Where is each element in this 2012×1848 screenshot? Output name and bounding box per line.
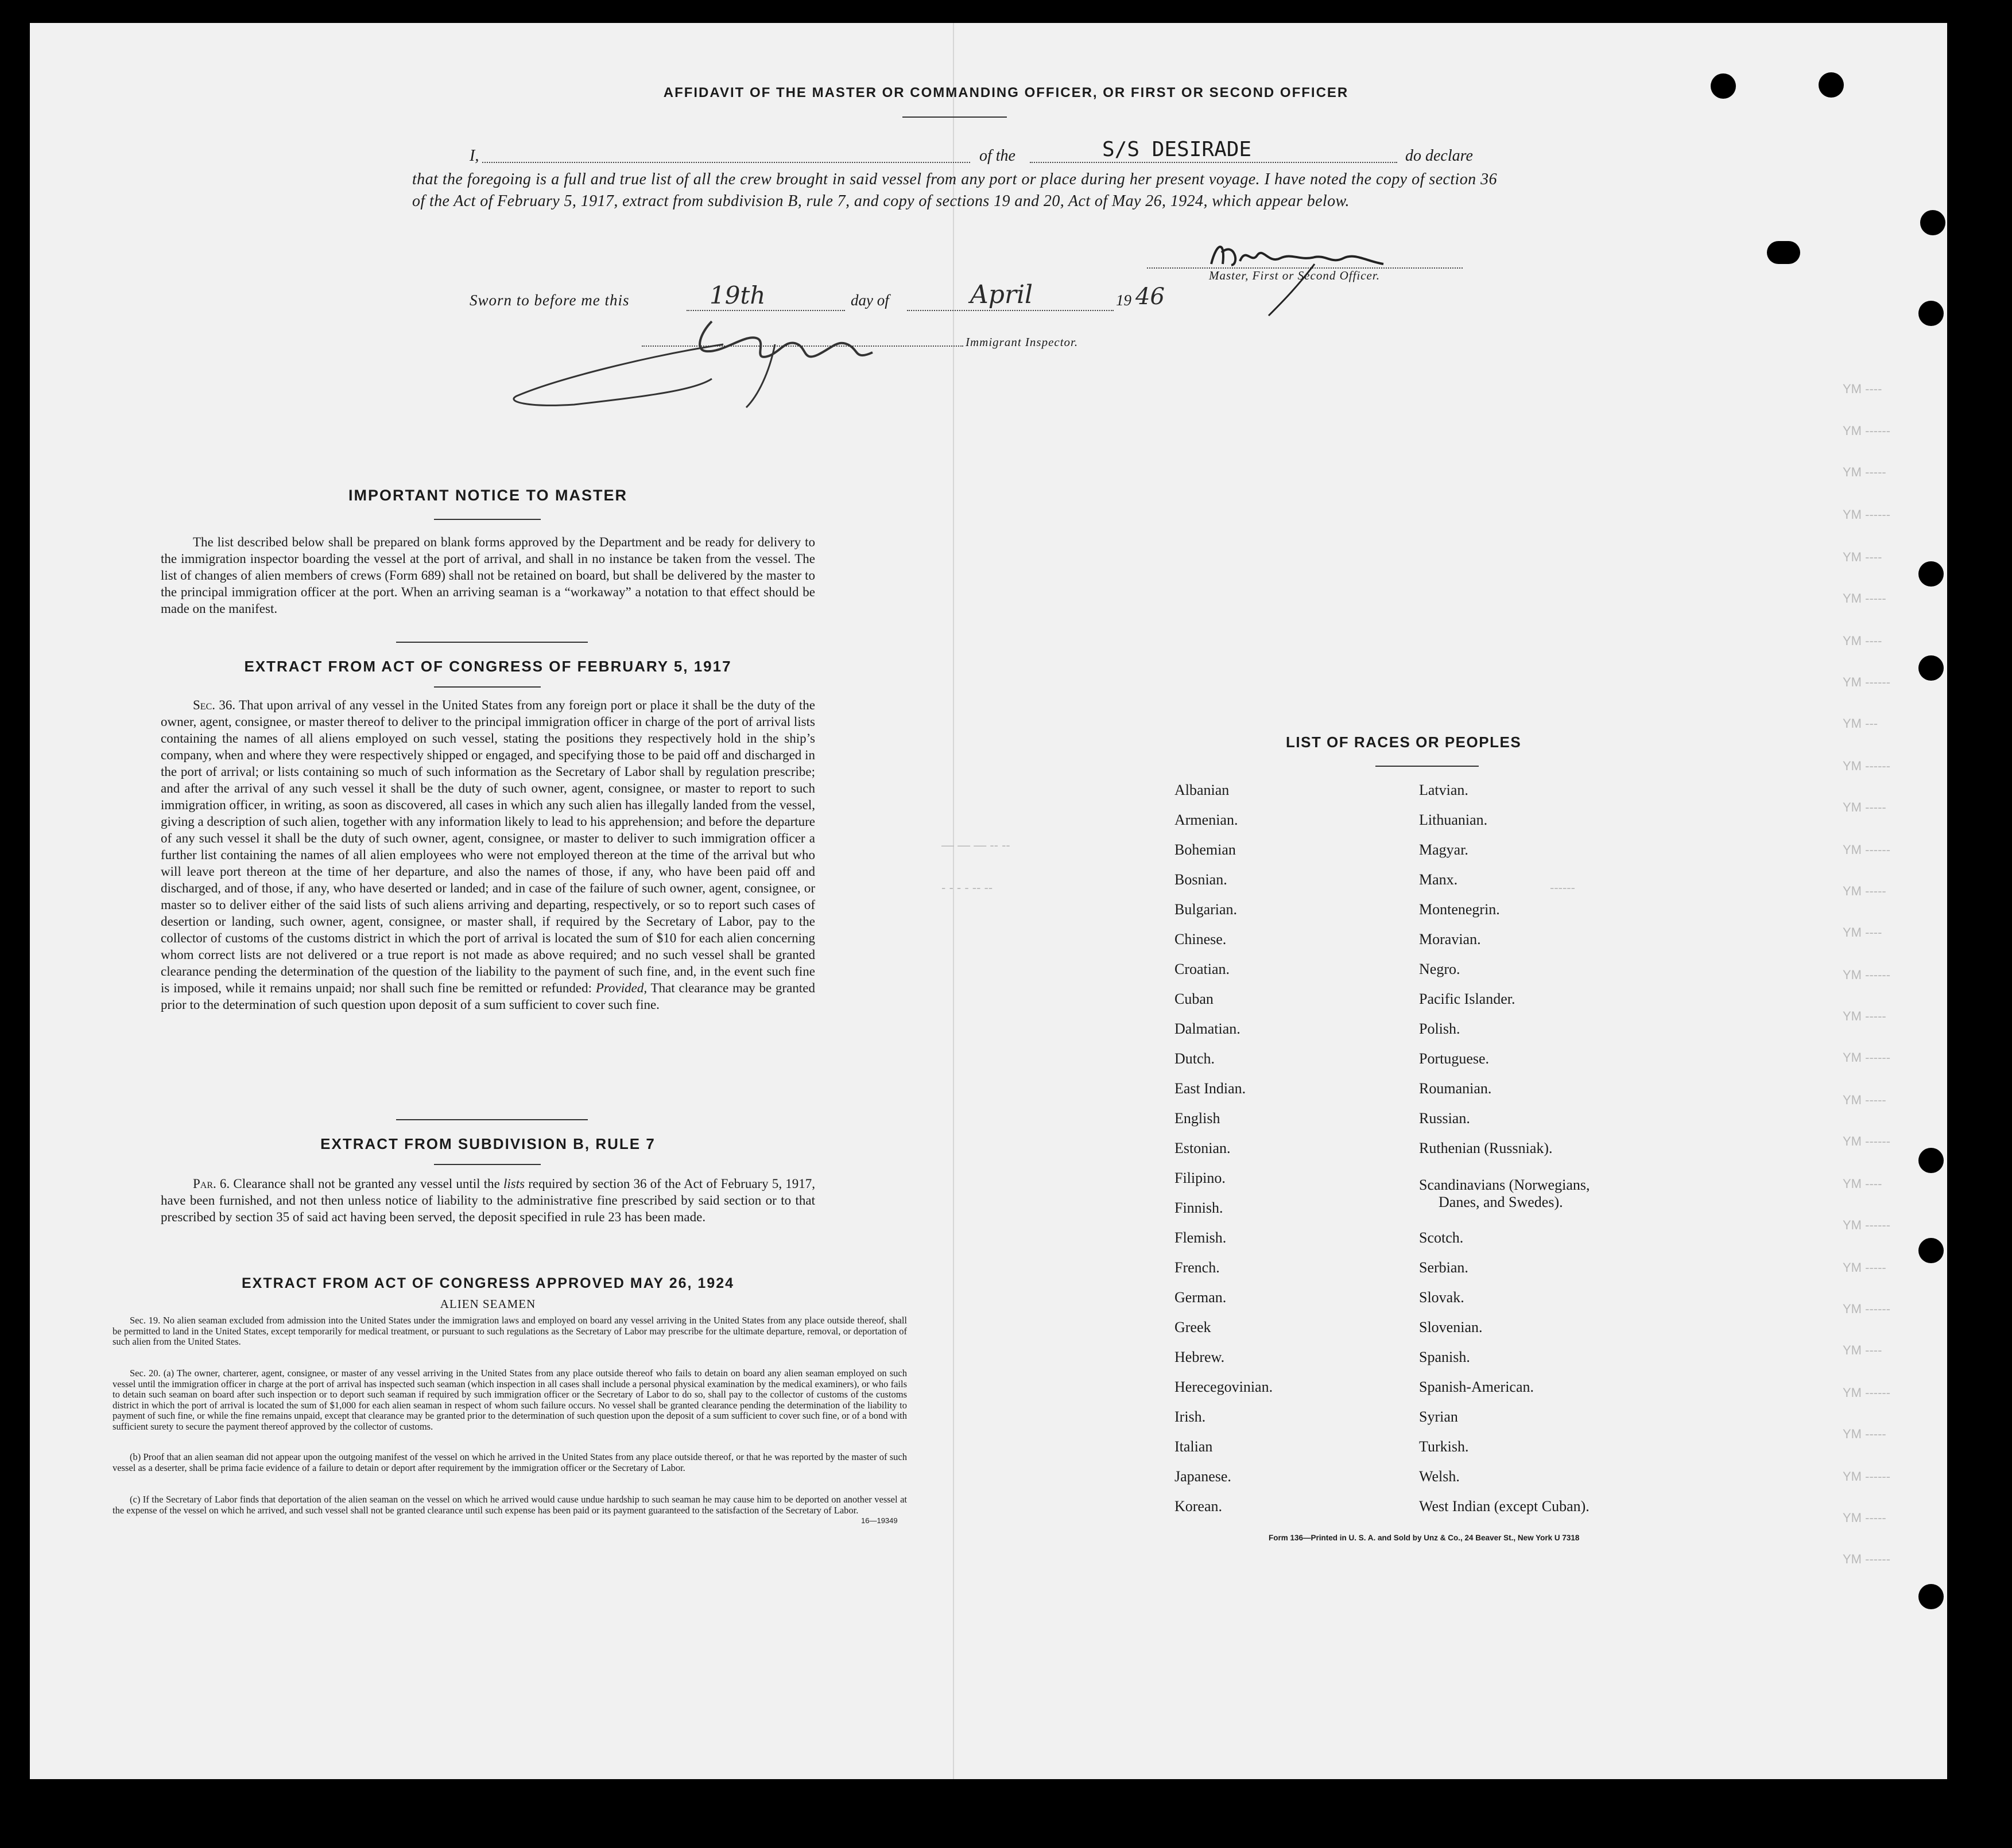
- year-prefix: 19: [1116, 292, 1131, 309]
- affidavit-of-the: of the: [979, 147, 1015, 165]
- race-item: Albanian: [1174, 782, 1230, 798]
- notice-heading: IMPORTANT NOTICE TO MASTER: [348, 487, 627, 504]
- affidavit-declare: do declare: [1405, 147, 1473, 165]
- race-item: Dutch.: [1174, 1050, 1215, 1067]
- extract-1917-heading: EXTRACT FROM ACT OF CONGRESS OF FEBRUARY 5, 1917: [244, 658, 732, 675]
- race-item: Lithuanian.: [1419, 812, 1488, 828]
- race-item: Japanese.: [1174, 1468, 1231, 1485]
- race-item: Montenegrin.: [1419, 901, 1500, 918]
- race-item: Korean.: [1174, 1498, 1223, 1515]
- sworn-month: April: [970, 280, 1033, 309]
- divider: [396, 642, 588, 643]
- sec36-text: That upon arrival of any vessel in the United States from any foreign port or place it shall be the duty of the owner, agent, consignee, or master thereof to deliver to the principal immigration officer in charge of the port of arrival lists containing the names of all aliens employed on such vessel, stating the positions they respectively hold in the ship’s company, when and where they were respectively shipped or engaged, and specifying those to be paid off and discharged in the port of arrival; or lists containing so much of such information as the Secretary of Labor shall by regulation prescribe; and after the arrival of any such vessel it shall be the duty of such owner, agent, consignee, or master to report to such immigration officer, in writing, as soon as discovered, all cases in which any such alien has illegally landed from the vessel, giving a description of such alien, together with any information likely to lead to his apprehension; and before the departure of any such vessel it shall be the duty of such owner, agent, consignee, or master to deliver to such immigration officer a further list containing the names of all alien employees who were not employed thereon at the time of the arrival but who will leave port thereon at the time of her departure, and also the names of those, if any, who have been paid off and discharged, and of those, if any, who have deserted or landed; and in case of the failure of such owner, agent, consignee, or master so to deliver either of the said lists of such aliens arriving and departing, respectively, or so to report such cases of desertion or landing, such owner, agent, consignee, or master shall, if required by the Secretary of Labor, pay to the collector of customs of the customs district in which the port of arrival is located the sum of $10 for each alien concerning whom correct lists are not delivered or a true report is not made as above required; and no such vessel shall be granted clearance pending the determination of the question of the liability to the payment of such fine, and, in the event such fine is imposed, while it remains unpaid; nor shall such fine be remitted or refunded:: [161, 698, 815, 995]
- race-item: Russian.: [1419, 1110, 1470, 1127]
- punch-hole: [1918, 561, 1944, 587]
- rule7-heading: EXTRACT FROM SUBDIVISION B, RULE 7: [320, 1135, 656, 1152]
- divider: [434, 1164, 541, 1165]
- race-item: Flemish.: [1174, 1229, 1227, 1246]
- race-item: Negro.: [1419, 961, 1460, 977]
- punch-hole: [1918, 1238, 1944, 1263]
- race-item: Filipino.: [1174, 1170, 1226, 1186]
- sec36-text-end: That clearance may be granted prior to the determination of such question upon deposit of a sum sufficient to cover such fine.: [161, 981, 815, 1012]
- race-item: Serbian.: [1419, 1259, 1468, 1276]
- race-item: Croatian.: [1174, 961, 1230, 977]
- lists-word: lists: [503, 1177, 525, 1191]
- divider: [1375, 766, 1479, 767]
- notice-body: The list described below shall be prepared on blank forms approved by the Department and be ready for delivery to the immigration inspector boarding the vessel at the port of arrival, and shall in no instance be taken from the vessel. The list of changes of alien members of crews (Form 689) shall not be retained on board, but shall be delivered by the master to the principal immigration officer at the port. When an arriving seaman is a “workaway” a notation to that effect should be made on the manifest.: [161, 535, 815, 616]
- race-item: East Indian.: [1174, 1080, 1246, 1097]
- punch-hole: [1918, 1584, 1944, 1609]
- master-name-blank: [482, 162, 970, 163]
- race-item: French.: [1174, 1259, 1220, 1276]
- race-item: Pacific Islander.: [1419, 991, 1515, 1007]
- year-suffix: 46: [1135, 284, 1165, 310]
- race-item: Turkish.: [1419, 1438, 1469, 1455]
- punch-hole: [1918, 655, 1944, 681]
- race-item: Bohemian: [1174, 841, 1236, 858]
- punch-hole: [1920, 210, 1945, 235]
- par6-text: Clearance shall not be granted any vessel until the: [233, 1177, 500, 1191]
- page-fold: [953, 23, 954, 1779]
- sec20c-text: (c) If the Secretary of Labor finds that deportation of the alien seaman on the vessel on which he arrived would cause undue hardship to such seaman he may cause him to be deported on another vessel at the expense of the vessel on which he arrived, and such vessel shall not be granted clearance until such expense has been paid or its payment guaranteed to the satisfaction of the Secretary of Labor.: [113, 1494, 907, 1516]
- race-item: Manx.: [1419, 871, 1458, 888]
- race-item: Greek: [1174, 1319, 1211, 1335]
- alien-seamen-subheading: ALIEN SEAMEN: [440, 1297, 536, 1311]
- affidavit-body: that the foregoing is a full and true list of all the crew brought in said vessel from any port or place during her present voyage. I have noted the copy of section 36 of the Act of February 5, 1917, extract from subdivision B, rule 7, and copy of sections 19 and 20, Act of May 26, 1924, which appear below.: [412, 170, 1497, 210]
- page-edge-shadow: [1970, 809, 1984, 958]
- race-item: Hebrew.: [1174, 1349, 1225, 1365]
- race-item: Armenian.: [1174, 812, 1238, 828]
- race-item: Portuguese.: [1419, 1050, 1490, 1067]
- race-item: Dalmatian.: [1174, 1020, 1240, 1037]
- race-item: Scandinavians (Norwegians,: [1419, 1177, 1590, 1193]
- race-item: Danes, and Swedes).: [1439, 1194, 1563, 1210]
- master-caption: Master, First or Second Officer.: [1209, 269, 1380, 282]
- form-footer: Form 136—Printed in U. S. A. and Sold by Unz & Co., 24 Beaver St., New York U 7318: [1269, 1533, 1580, 1542]
- race-item: Moravian.: [1419, 931, 1481, 948]
- race-item: Bosnian.: [1174, 871, 1227, 888]
- affidavit-i: I,: [470, 147, 479, 165]
- race-item: Ruthenian (Russniak).: [1419, 1140, 1553, 1156]
- race-item: Finnish.: [1174, 1199, 1223, 1216]
- race-item: Scotch.: [1419, 1229, 1464, 1246]
- vessel-name: S/S DESIRADE: [1102, 138, 1252, 161]
- vessel-blank: [1030, 162, 1397, 163]
- sec20b-text: (b) Proof that an alien seaman did not appear upon the outgoing manifest of the vessel on which he arrived in the United States from any place outside thereof, or that he was reported by the master of such vessel as a deserter, shall be prima facie evidence of a failure to detain or deport after requirement by the immigration officer or the Secretary of Labor.: [113, 1451, 907, 1473]
- race-item: Slovenian.: [1419, 1319, 1483, 1335]
- divider: [902, 117, 1007, 118]
- par6-text-end: required by section 36 of the Act of February 5, 1917, have been furnished, and not then unless notice of liability to the administrative fine prescribed by said section or to that prescribed by section 35 of said act having been served, the deposit specified in rule 23 has been made.: [161, 1177, 816, 1224]
- race-item: Latvian.: [1419, 782, 1468, 798]
- race-item: Polish.: [1419, 1020, 1460, 1037]
- sworn-label: Sworn to before me this: [470, 292, 630, 309]
- race-item: West Indian (except Cuban).: [1419, 1498, 1590, 1515]
- race-item: Herecegovinian.: [1174, 1379, 1273, 1395]
- punch-hole: [1918, 301, 1944, 326]
- sworn-day: 19th: [710, 281, 766, 309]
- race-item: Chinese.: [1174, 931, 1227, 948]
- print-code: 16—19349: [861, 1516, 898, 1525]
- races-heading: LIST OF RACES OR PEOPLES: [1286, 733, 1522, 751]
- punch-hole: [1918, 1148, 1944, 1173]
- provided-word: Provided,: [595, 981, 648, 995]
- race-item: Slovak.: [1419, 1289, 1464, 1306]
- inspector-signature: [505, 310, 976, 419]
- par6-label: Par. 6.: [193, 1177, 230, 1191]
- race-item: Irish.: [1174, 1408, 1206, 1425]
- race-item: Italian: [1174, 1438, 1213, 1455]
- divider: [434, 686, 541, 688]
- race-item: Bulgarian.: [1174, 901, 1238, 918]
- race-item: English: [1174, 1110, 1220, 1127]
- inspector-caption: Immigrant Inspector.: [966, 335, 1079, 349]
- day-of-label: day of: [851, 292, 889, 309]
- race-item: Cuban: [1174, 991, 1214, 1007]
- rule7-body: [161, 1175, 815, 1225]
- sec36-label: Sec. 36.: [193, 698, 236, 712]
- race-item: Estonian.: [1174, 1140, 1231, 1156]
- divider: [434, 519, 541, 520]
- race-item: Spanish.: [1419, 1349, 1470, 1365]
- race-item: Spanish-American.: [1419, 1379, 1534, 1395]
- race-item: German.: [1174, 1289, 1227, 1306]
- race-item: Roumanian.: [1419, 1080, 1492, 1097]
- race-item: Welsh.: [1419, 1468, 1460, 1485]
- extract-1924-heading: EXTRACT FROM ACT OF CONGRESS APPROVED MAY 26, 1924: [241, 1275, 735, 1291]
- race-item: Magyar.: [1419, 841, 1468, 858]
- sec20a-text: Sec. 20. (a) The owner, charterer, agent, consignee, or master of any vessel arriving in the United States from any place outside thereof who fails to detain on board any alien seaman employed on such vessel until the immigration officer in charge at the port of arrival has inspected such seaman (which inspection in all cases shall include a personal physical examination by the medical examiners), or who fails to detain such seaman on board after such inspection or to deport such seaman if required by such immigration officer or the Secretary of Labor to do so, shall pay to the collector of customs of the customs district in which the port of arrival is located the sum of $1,000 for each alien seaman in respect of whom such failure occurs. No vessel shall be granted clearance pending the determination of the liability to payment of such fine, or while the fine remains unpaid, except that clearance may be granted prior to the determination of such question upon the deposit of a sum sufficient to cover such fine, or of a bond with sufficient surety to secure the payment thereof approved by the collector of customs.: [113, 1368, 907, 1432]
- affidavit-heading: AFFIDAVIT OF THE MASTER OR COMMANDING OFFICER, OR FIRST OR SECOND OFFICER: [663, 85, 1349, 100]
- race-item: Syrian: [1419, 1408, 1458, 1425]
- punch-hole: [1767, 241, 1800, 264]
- divider: [396, 1119, 588, 1120]
- sec19-text: Sec. 19. No alien seaman excluded from admission into the United States under the immigration laws and employed on board any vessel arriving in the United States from any place outside thereof, shall be permitted to land in the United States, except temporarily for medical treatment, or pursuant to such regulations as the Secretary of Labor may prescribe for the ultimate departure, removal, or deportation of such alien from the United States.: [113, 1315, 907, 1347]
- extract-1917-body: [161, 697, 815, 1013]
